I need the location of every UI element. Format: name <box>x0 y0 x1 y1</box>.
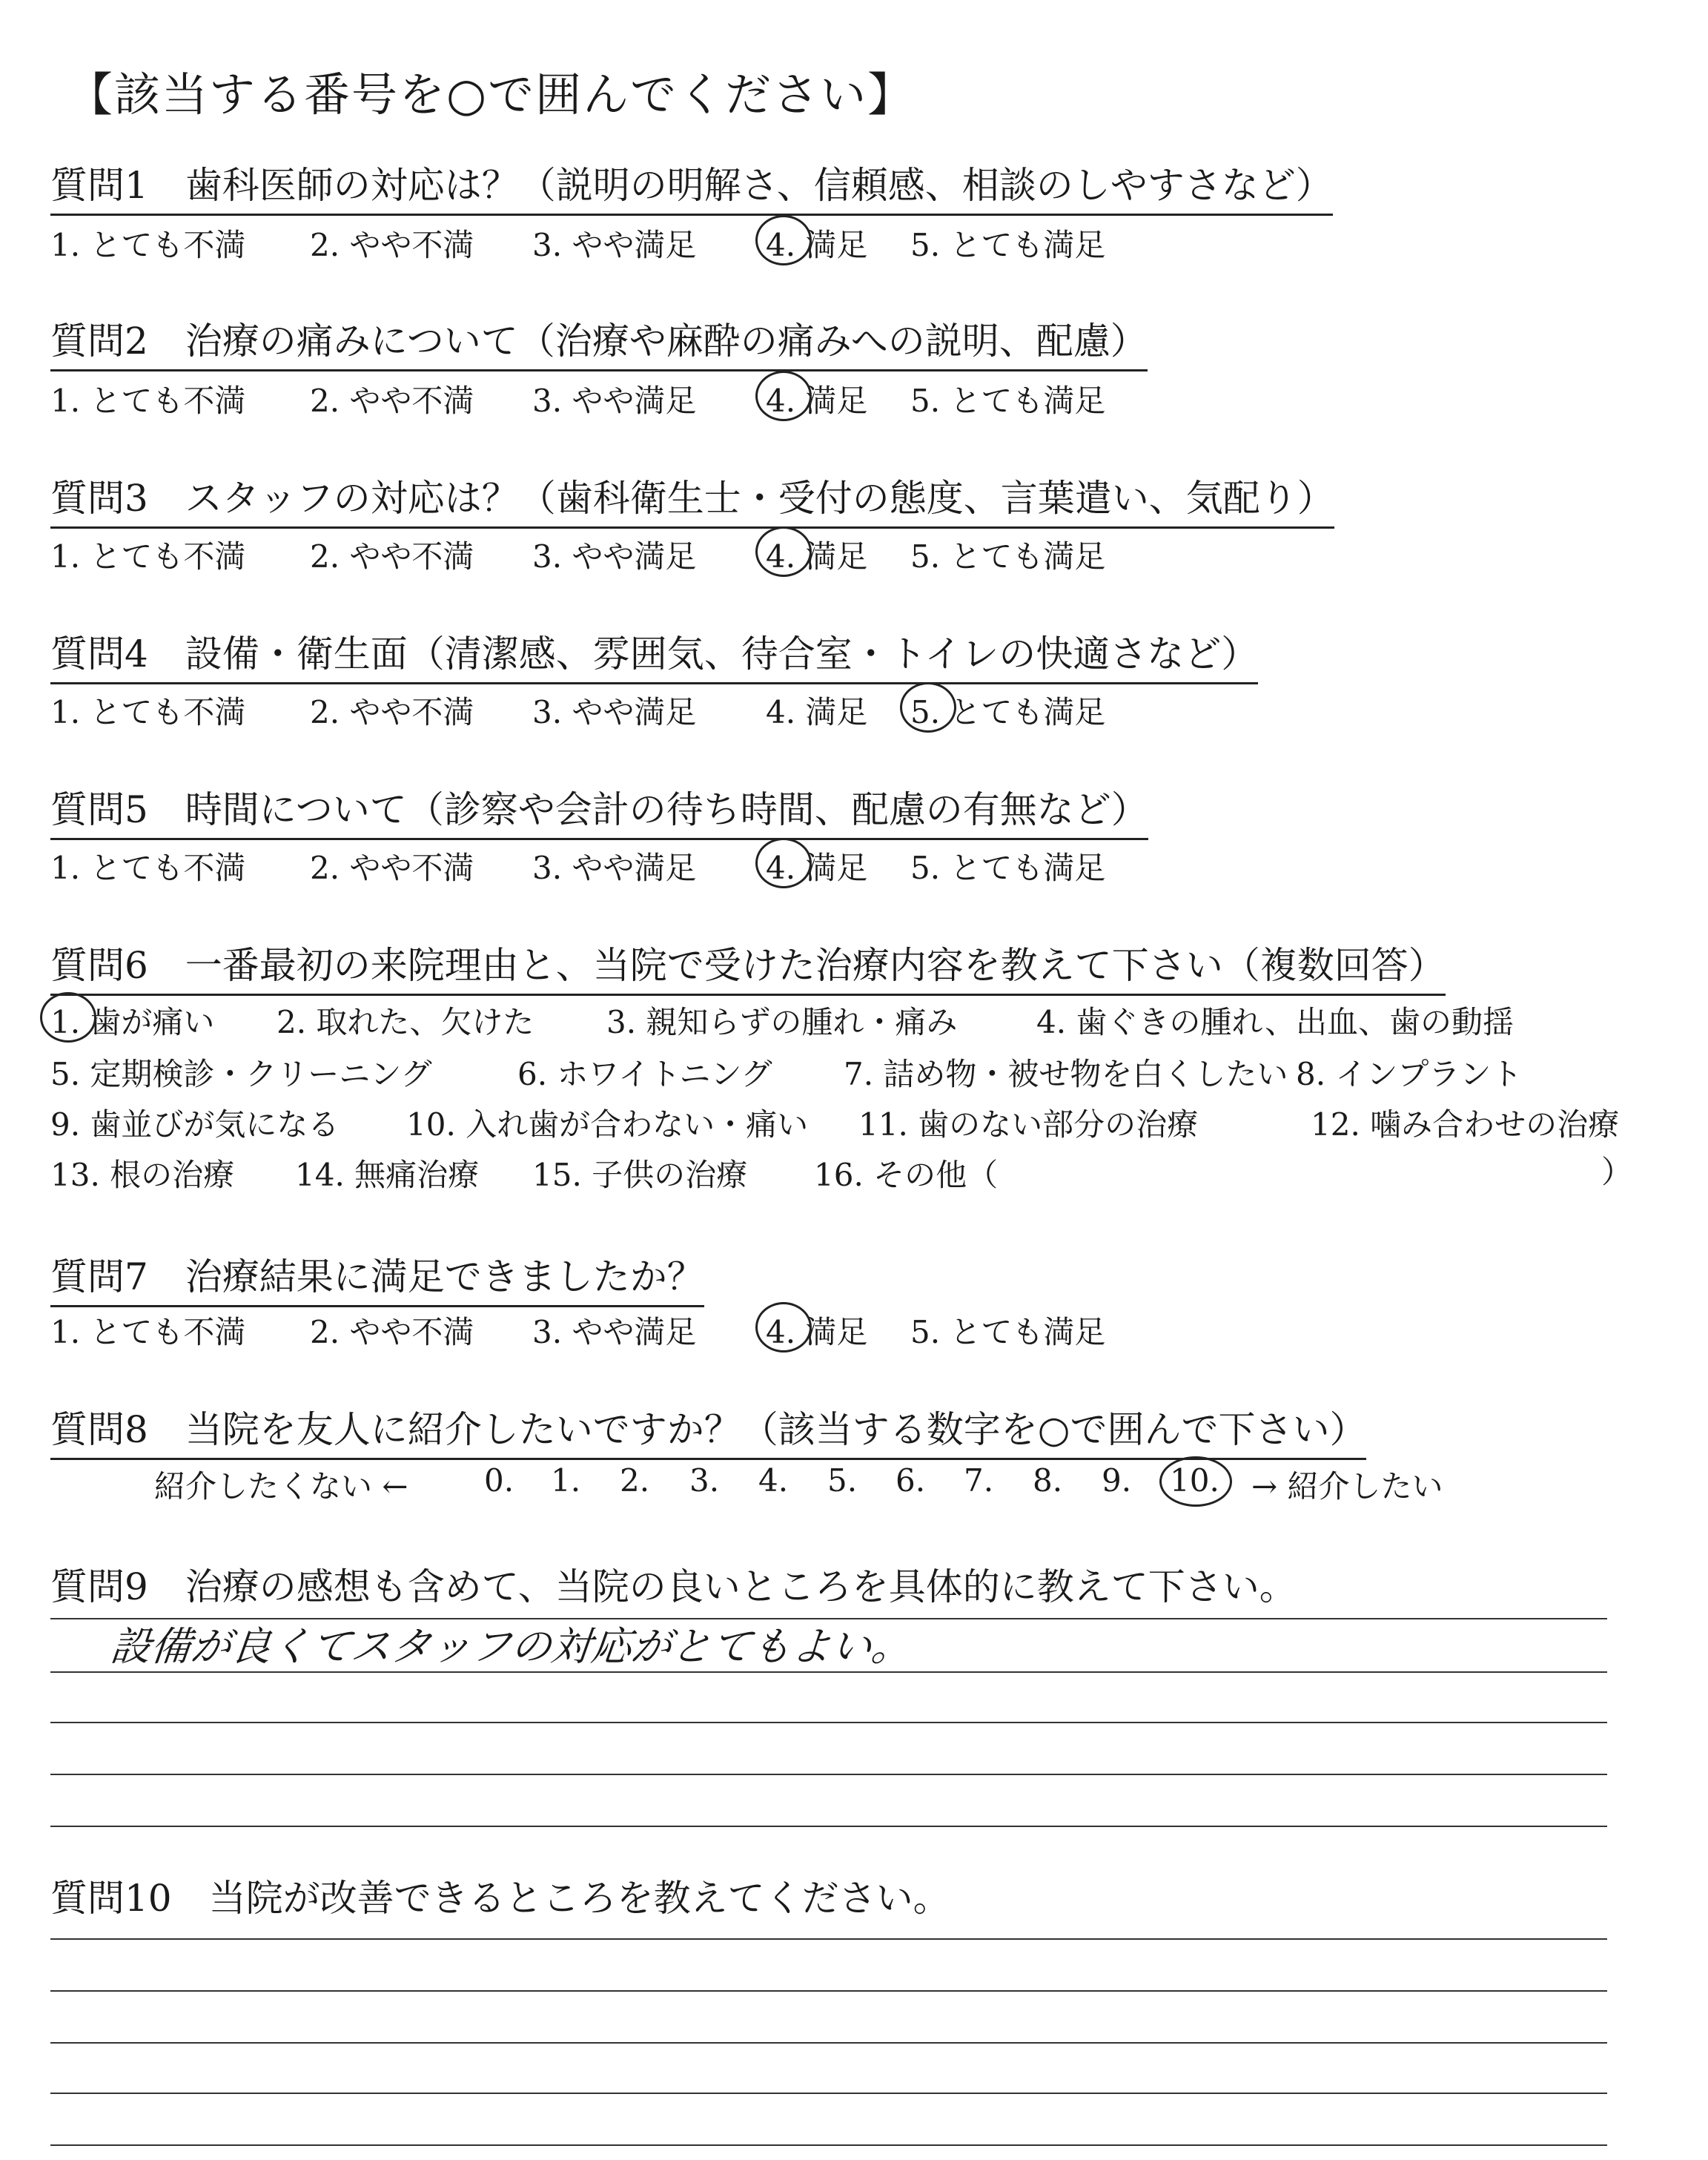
q7-option-2[interactable]: 2. やや不満 <box>310 1314 474 1350</box>
q8-score-5[interactable]: 5. <box>827 1462 858 1499</box>
q6-other-close-paren: ） <box>1601 1154 1633 1190</box>
q6-option-13[interactable]: 13. 根の治療 <box>50 1157 235 1193</box>
q1-option-3[interactable]: 3. やや満足 <box>532 227 697 263</box>
question-4-title: 質問4 設備・衛生面（清潔感、雰囲気、待合室・トイレの快適さなど） <box>50 624 1258 684</box>
q6-option-6[interactable]: 6. ホワイトニング <box>517 1056 772 1092</box>
q6-option-4[interactable]: 4. 歯ぐきの腫れ、出血、歯の動揺 <box>1036 1004 1514 1040</box>
question-8-title: 質問8 当院を友人に紹介したいですか？（該当する数字を○で囲んで下さい） <box>50 1400 1366 1460</box>
q5-option-2[interactable]: 2. やや不満 <box>310 850 474 886</box>
q2-option-2[interactable]: 2. やや不満 <box>310 383 474 419</box>
q3-option-1[interactable]: 1. とても不満 <box>50 538 246 575</box>
q1-option-1[interactable]: 1. とても不満 <box>50 227 246 263</box>
q5-option-4-selected[interactable]: 4. 満足 <box>766 844 867 888</box>
q6-option-8[interactable]: 8. インプラント <box>1296 1056 1523 1092</box>
q8-score-2[interactable]: 2. <box>620 1462 650 1499</box>
question-10-title: 質問10 当院が改善できるところを教えてください。 <box>50 1877 950 1920</box>
q8-score-9[interactable]: 9. <box>1102 1462 1132 1499</box>
q4-option-2[interactable]: 2. やや不満 <box>310 694 474 730</box>
q6-option-2[interactable]: 2. 取れた、欠けた <box>277 1004 534 1040</box>
q1-option-5[interactable]: 5. とても満足 <box>910 227 1106 263</box>
q6-option-16[interactable]: 16. その他（ <box>814 1157 999 1193</box>
q8-score-0[interactable]: 0. <box>484 1462 514 1499</box>
q3-option-5[interactable]: 5. とても満足 <box>910 538 1106 575</box>
q9-answer-line-5 <box>50 1826 1607 1827</box>
q6-option-3[interactable]: 3. 親知らずの腫れ・痛み <box>606 1004 958 1040</box>
q2-option-4-selected[interactable]: 4. 満足 <box>766 377 867 421</box>
q2-option-5[interactable]: 5. とても満足 <box>910 383 1106 419</box>
q6-option-14[interactable]: 14. 無痛治療 <box>295 1157 480 1193</box>
q9-answer-line-2 <box>50 1671 1607 1673</box>
q8-right-label: → 紹介したい <box>1251 1468 1443 1505</box>
q7-option-3[interactable]: 3. やや満足 <box>532 1314 697 1350</box>
question-2-title: 質問2 治療の痛みについて（治療や麻酔の痛みへの説明、配慮） <box>50 311 1148 371</box>
q2-option-1[interactable]: 1. とても不満 <box>50 383 246 419</box>
q4-option-1[interactable]: 1. とても不満 <box>50 694 246 730</box>
question-1-title: 質問1 歯科医師の対応は？（説明の明解さ、信頼感、相談のしやすさなど） <box>50 156 1333 216</box>
q6-option-1-selected[interactable]: 1. 歯が痛い <box>50 998 214 1043</box>
q7-option-1[interactable]: 1. とても不満 <box>50 1314 246 1350</box>
q6-option-9[interactable]: 9. 歯並びが気になる <box>50 1106 340 1143</box>
q8-score-7[interactable]: 7. <box>964 1462 994 1499</box>
q8-score-4[interactable]: 4. <box>758 1462 789 1499</box>
q6-option-10[interactable]: 10. 入れ歯が合わない・痛い <box>406 1106 809 1143</box>
q6-option-15[interactable]: 15. 子供の治療 <box>532 1157 748 1193</box>
q3-option-3[interactable]: 3. やや満足 <box>532 538 697 575</box>
question-7-title: 質問7 治療結果に満足できましたか？ <box>50 1247 704 1307</box>
q8-score-6[interactable]: 6. <box>896 1462 926 1499</box>
q1-option-2[interactable]: 2. やや不満 <box>310 227 474 263</box>
q3-option-2[interactable]: 2. やや不満 <box>310 538 474 575</box>
q5-option-5[interactable]: 5. とても満足 <box>910 850 1106 886</box>
q8-score-1[interactable]: 1. <box>551 1462 581 1499</box>
q10-answer-line-4[interactable] <box>50 2093 1607 2094</box>
q9-handwritten-answer[interactable]: 設備が良くてスタッフの対応がとてもよい。 <box>108 1623 914 1670</box>
q2-option-3[interactable]: 3. やや満足 <box>532 383 697 419</box>
q5-option-3[interactable]: 3. やや満足 <box>532 850 697 886</box>
q4-option-3[interactable]: 3. やや満足 <box>532 694 697 730</box>
q7-option-4-selected[interactable]: 4. 満足 <box>766 1308 867 1353</box>
q6-option-12[interactable]: 12. 噛み合わせの治療 <box>1311 1106 1620 1143</box>
q4-option-5-selected[interactable]: 5. とても満足 <box>910 688 1105 733</box>
q8-score-3[interactable]: 3. <box>689 1462 720 1499</box>
q5-option-1[interactable]: 1. とても不満 <box>50 850 246 886</box>
q6-option-7[interactable]: 7. 詰め物・被せ物を白くしたい <box>844 1056 1288 1092</box>
question-6-title: 質問6 一番最初の来院理由と、当院で受けた治療内容を教えて下さい（複数回答） <box>50 936 1446 996</box>
question-9-title: 質問9 治療の感想も含めて、当院の良いところを具体的に教えて下さい。 <box>50 1565 1297 1608</box>
q9-answer-line-3 <box>50 1722 1607 1723</box>
q4-option-4[interactable]: 4. 満足 <box>766 694 868 730</box>
q10-answer-line-1[interactable] <box>50 1938 1607 1940</box>
page-title: 【該当する番号を○で囲んでください】 <box>67 67 916 122</box>
q9-answer-line-4 <box>50 1774 1607 1775</box>
q10-answer-line-5[interactable] <box>50 2144 1607 2146</box>
q3-option-4-selected[interactable]: 4. 満足 <box>766 532 867 577</box>
q10-answer-line-3[interactable] <box>50 2042 1607 2044</box>
q7-option-5[interactable]: 5. とても満足 <box>910 1314 1106 1350</box>
q6-option-11[interactable]: 11. 歯のない部分の治療 <box>858 1106 1199 1143</box>
question-3-title: 質問3 スタッフの対応は？（歯科衛生士・受付の態度、言葉遣い、気配り） <box>50 469 1334 529</box>
q8-score-8[interactable]: 8. <box>1033 1462 1063 1499</box>
q10-answer-line-2[interactable] <box>50 1990 1607 1992</box>
q1-option-4-selected[interactable]: 4. 満足 <box>766 221 867 265</box>
q8-score-10-selected[interactable]: 10. <box>1170 1462 1219 1499</box>
q6-option-5[interactable]: 5. 定期検診・クリーニング <box>50 1056 432 1092</box>
q8-left-label: 紹介したくない ← <box>154 1468 408 1505</box>
question-5-title: 質問5 時間について（診察や会計の待ち時間、配慮の有無など） <box>50 780 1148 840</box>
